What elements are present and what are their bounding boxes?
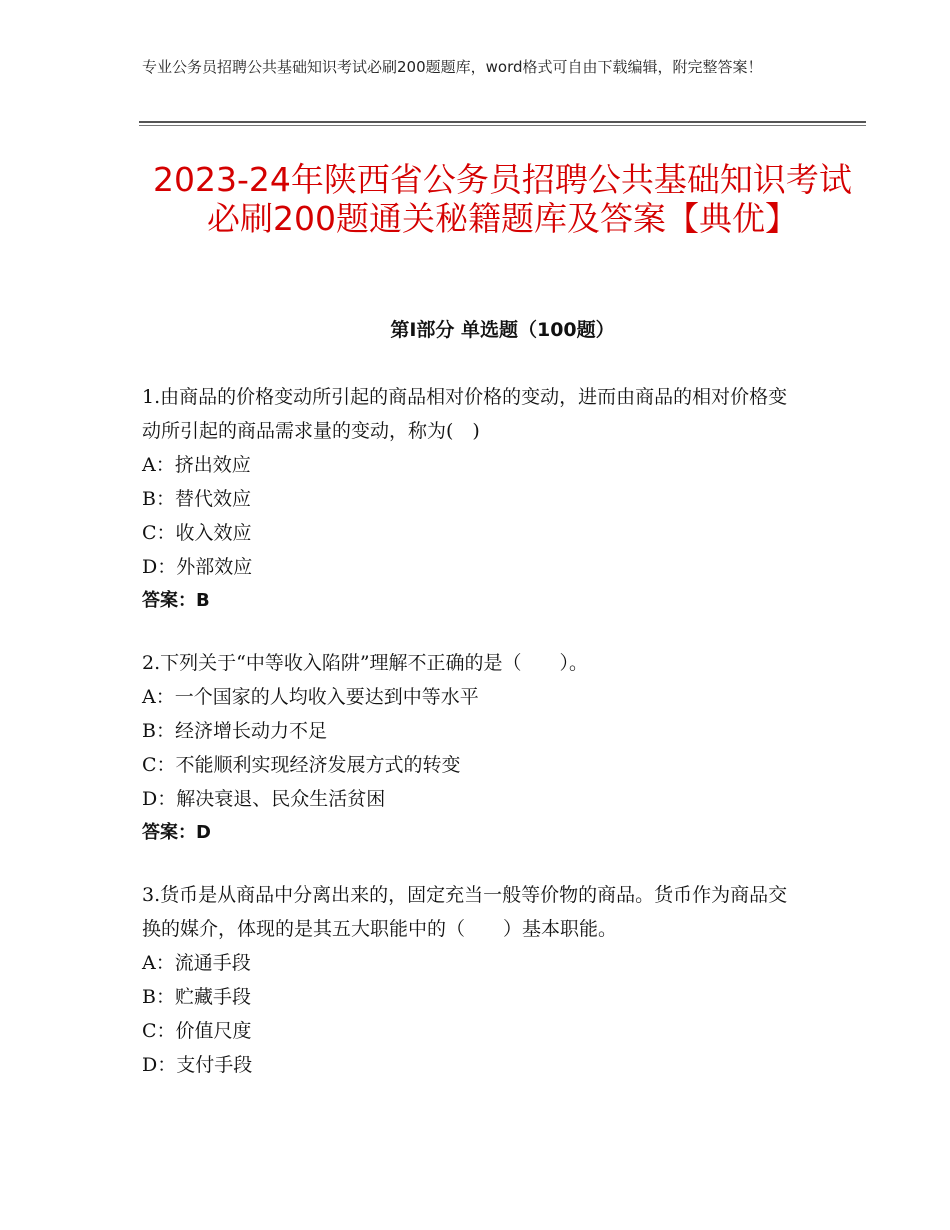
option-a: A：流通手段	[142, 952, 251, 974]
option-d: D：支付手段	[142, 1054, 253, 1076]
option-c: C：收入效应	[142, 522, 252, 544]
answer: 答案：B	[142, 590, 210, 611]
option-d: D：解决衰退、民众生活贫困	[142, 788, 386, 810]
option-c: C：价值尺度	[142, 1020, 252, 1042]
header-note: 专业公务员招聘公共基础知识考试必刷200题题库，word格式可自由下载编辑，附完整答案！	[142, 58, 763, 76]
question-1	[142, 380, 802, 618]
option-b: B：经济增长动力不足	[142, 720, 327, 742]
question-3	[142, 878, 802, 1082]
question-stem: 2.下列关于“中等收入陷阱”理解不正确的是（ ）。	[142, 652, 589, 674]
header-divider-thick	[139, 121, 866, 123]
option-a: A：一个国家的人均收入要达到中等水平	[142, 686, 479, 708]
option-b: B：贮藏手段	[142, 986, 251, 1008]
option-a: A：挤出效应	[142, 454, 251, 476]
question-2	[142, 646, 802, 850]
question-stem: 1.由商品的价格变动所引起的商品相对价格的变动，进而由商品的相对价格变动所引起的商品需求量的变动，称为( )	[142, 386, 788, 442]
question-stem: 3.货币是从商品中分离出来的，固定充当一般等价物的商品。货币作为商品交换的媒介，体现的是其五大职能中的（ ）基本职能。	[142, 884, 788, 940]
option-c: C：不能顺利实现经济发展方式的转变	[142, 754, 461, 776]
section-title: 第Ⅰ部分 单选题（100题）	[390, 319, 615, 341]
document-title: 2023-24年陕西省公务员招聘公共基础知识考试必刷200题通关秘籍题库及答案【典优】	[153, 160, 852, 238]
header-divider-thin	[139, 125, 866, 126]
option-b: B：替代效应	[142, 488, 251, 510]
answer: 答案：D	[142, 822, 211, 843]
question-list	[142, 380, 802, 1110]
option-d: D：外部效应	[142, 556, 253, 578]
